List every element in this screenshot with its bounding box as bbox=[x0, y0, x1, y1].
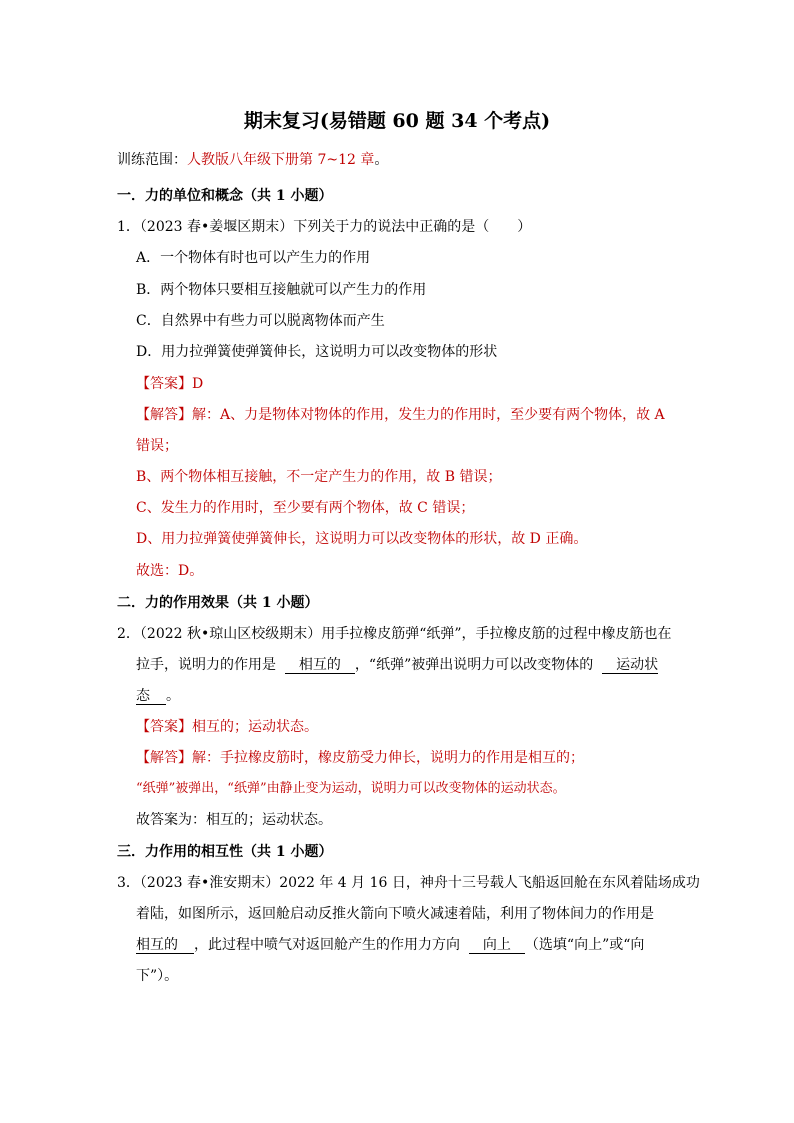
answer-value: 相互的；运动状态。 bbox=[192, 719, 318, 735]
question-1-conclusion: 故选：D。 bbox=[136, 563, 204, 579]
question-1-option-a: A．一个物体有时也可以产生力的作用 bbox=[136, 250, 371, 266]
answer-blank-1: 相互的 bbox=[136, 937, 194, 954]
scope-end: 。 bbox=[374, 152, 389, 168]
analysis-tag: 【解答】 bbox=[136, 750, 192, 766]
question-2-stem-line3 bbox=[136, 687, 180, 705]
question-3-stem-line2: 着陆，如图所示，返回舱启动反推火箭向下喷火减速着陆，利用了物体间力的作用是 bbox=[136, 906, 654, 922]
answer-blank-2-cont: 态 bbox=[136, 688, 166, 705]
analysis-line: 解：A、力是物体对物体的作用，发生力的作用时，至少要有两个物体，故 A bbox=[192, 407, 665, 423]
question-2-text: 。 bbox=[166, 688, 180, 704]
analysis-line: C、发生力的作用时，至少要有两个物体，故 C 错误； bbox=[136, 500, 475, 516]
question-1-option-c: C．自然界中有些力可以脱离物体而产生 bbox=[136, 313, 385, 329]
training-scope bbox=[117, 151, 388, 169]
question-2-conclusion: 故答案为：相互的；运动状态。 bbox=[136, 812, 332, 828]
answer-value: D bbox=[192, 376, 204, 392]
scope-label: 训练范围： bbox=[117, 152, 187, 168]
analysis-line: 错误； bbox=[136, 438, 178, 454]
question-2-stem-line2 bbox=[136, 656, 658, 674]
section-heading-2: 二．力的作用效果（共 1 小题） bbox=[117, 595, 319, 611]
question-2-answer bbox=[136, 718, 318, 736]
analysis-line: D、用力拉弹簧使弹簧伸长，这说明力可以改变物体的形状，故 D 正确。 bbox=[136, 531, 588, 547]
question-2-text: 拉手，说明力的作用是 bbox=[136, 657, 276, 673]
page-title: 期末复习(易错题 60 题 34 个考点) bbox=[243, 110, 551, 132]
question-1-option-b: B．两个物体只要相互接触就可以产生力的作用 bbox=[136, 282, 427, 298]
answer-tag: 【答案】 bbox=[136, 719, 192, 735]
question-2-stem: 2．（2022 秋•琼山区校级期末）用手拉橡皮筋弹“纸弹”，手拉橡皮筋的过程中橡皮筋也在 bbox=[117, 626, 672, 642]
question-2-text: ，“纸弹”被弹出说明力可以改变物体的 bbox=[354, 657, 594, 673]
analysis-line: 解：手拉橡皮筋时，橡皮筋受力伸长，说明力的作用是相互的； bbox=[192, 750, 584, 766]
analysis-line: B、两个物体相互接触，不一定产生力的作用，故 B 错误； bbox=[136, 469, 502, 485]
analysis-tag: 【解答】 bbox=[136, 407, 192, 423]
analysis-line: “纸弹”被弹出，“纸弹”由静止变为运动，说明力可以改变物体的运动状态。 bbox=[136, 781, 566, 796]
question-3-text: ，此过程中喷气对返回舱产生的作用力方向 bbox=[194, 937, 460, 953]
answer-blank-2: 向上 bbox=[469, 937, 525, 954]
question-1-analysis bbox=[136, 406, 665, 424]
question-1-option-d: D．用力拉弹簧使弹簧伸长，这说明力可以改变物体的形状 bbox=[136, 344, 498, 360]
question-3-stem: 3．（2023 春•淮安期末）2022 年 4 月 16 日，神舟十三号载人飞船返回舱在东风着陆场成功 bbox=[117, 875, 700, 891]
question-3-text: （选填“向上”或“向 bbox=[524, 937, 645, 953]
section-heading-1: 一．力的单位和概念（共 1 小题） bbox=[117, 188, 333, 204]
answer-blank-1: 相互的 bbox=[285, 657, 355, 674]
answer-blank-2: 运动状 bbox=[602, 657, 658, 674]
question-1-stem: 1．（2023 春•姜堰区期末）下列关于力的说法中正确的是（ ） bbox=[117, 219, 532, 235]
question-3-stem-line3 bbox=[136, 936, 644, 954]
question-2-analysis bbox=[136, 749, 584, 767]
answer-tag: 【答案】 bbox=[136, 376, 192, 392]
question-1-answer bbox=[136, 375, 203, 393]
section-heading-3: 三．力作用的相互性（共 1 小题） bbox=[117, 844, 333, 860]
scope-value: 人教版八年级下册第 7~12 章 bbox=[187, 152, 375, 168]
question-3-stem-line4: 下”）。 bbox=[136, 968, 179, 984]
